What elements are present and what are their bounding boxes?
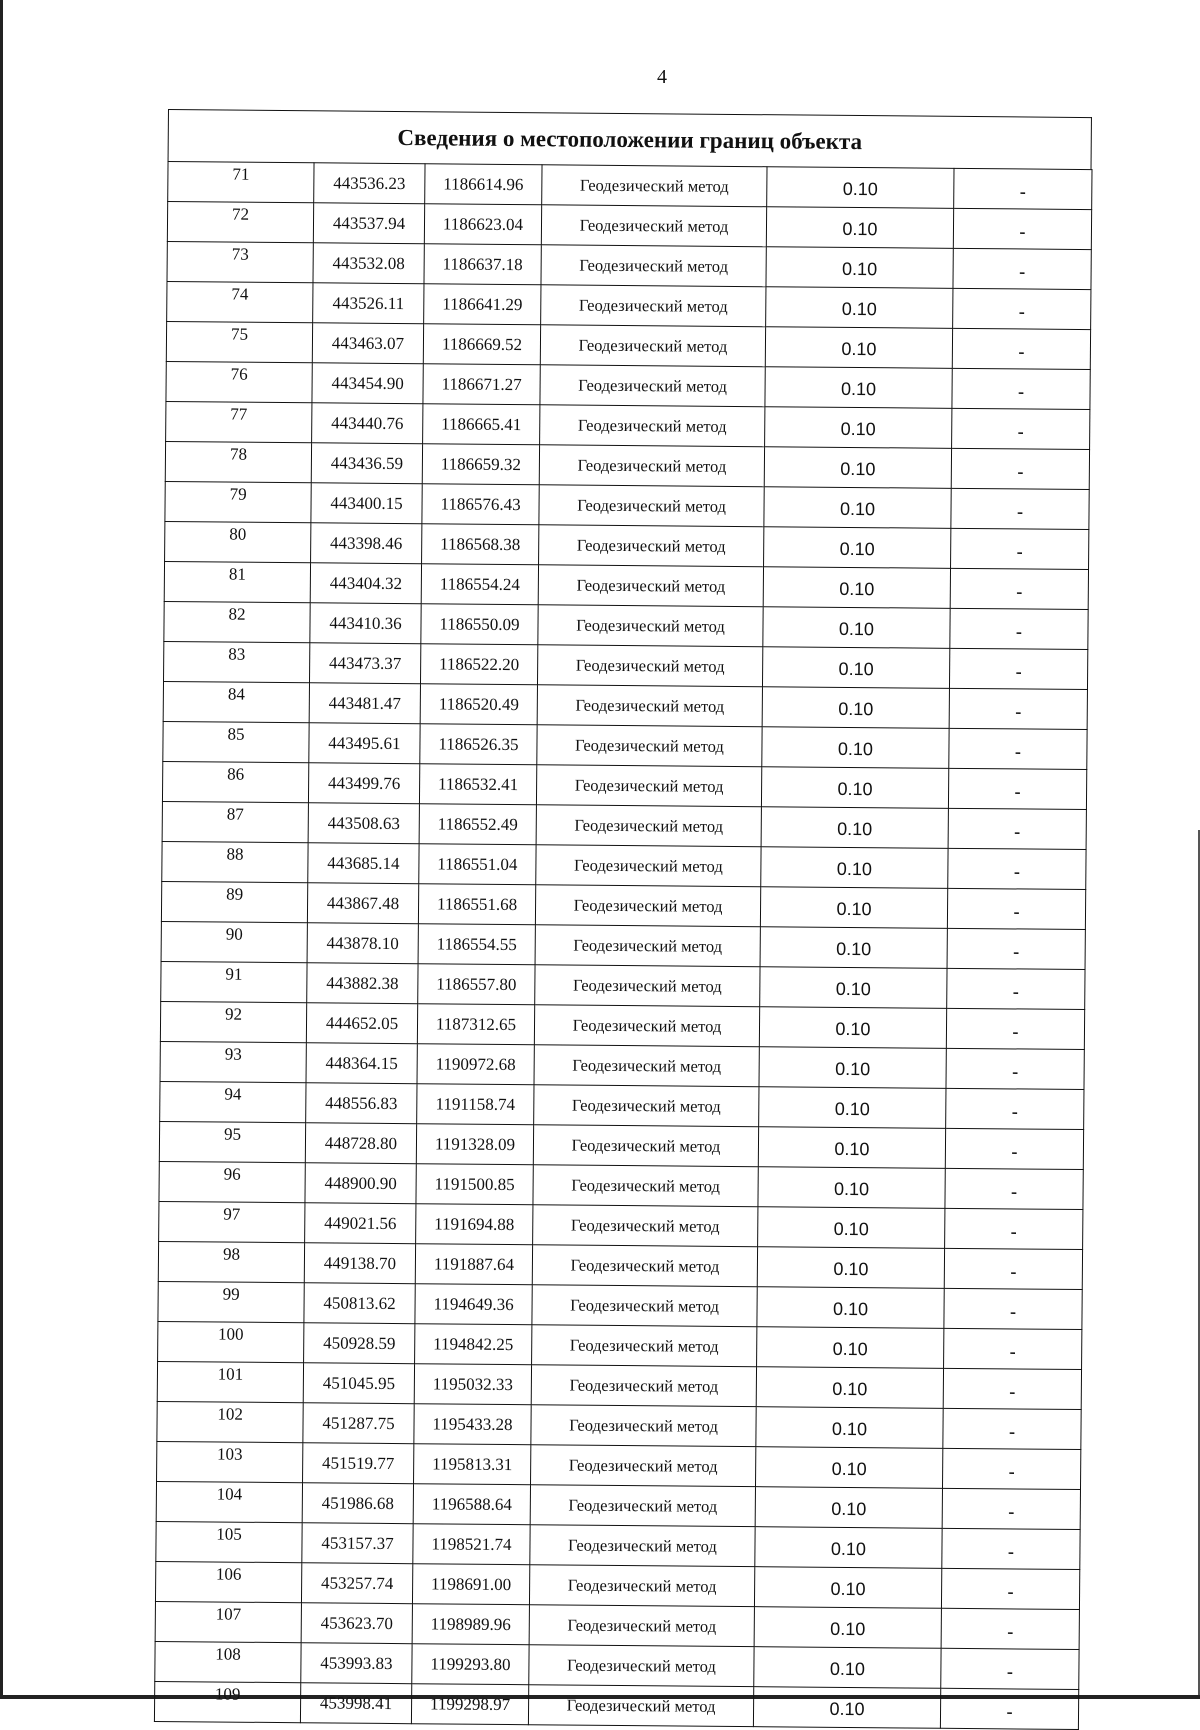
note-cell: -: [950, 568, 1088, 609]
method-cell: Геодезический метод: [534, 1045, 759, 1087]
method-cell: Геодезический метод: [537, 685, 762, 727]
method-cell: Геодезический метод: [536, 805, 761, 847]
y-coordinate-cell: 1186520.49: [420, 684, 537, 725]
method-cell: Геодезический метод: [532, 1285, 757, 1327]
x-coordinate-cell: 448556.83: [306, 1083, 417, 1124]
method-cell: Геодезический метод: [531, 1445, 756, 1487]
point-number-cell: 94: [160, 1081, 306, 1122]
point-number-cell: 102: [157, 1401, 303, 1442]
point-number-cell: 108: [155, 1641, 301, 1682]
x-coordinate-cell: 443532.08: [313, 243, 424, 284]
x-coordinate-cell: 443398.46: [311, 523, 422, 564]
note-cell: -: [948, 808, 1086, 849]
point-number-cell: 106: [155, 1561, 301, 1602]
note-cell: -: [947, 888, 1085, 929]
x-coordinate-cell: 443404.32: [310, 563, 421, 604]
y-coordinate-cell: 1186576.43: [422, 484, 539, 525]
x-coordinate-cell: 453157.37: [302, 1523, 413, 1564]
x-coordinate-cell: 450813.62: [304, 1283, 415, 1324]
x-coordinate-cell: 451986.68: [302, 1483, 413, 1524]
point-number-cell: 91: [161, 961, 307, 1002]
method-cell: Геодезический метод: [534, 1005, 759, 1047]
accuracy-cell: 0.10: [766, 287, 953, 329]
accuracy-cell: 0.10: [761, 767, 948, 809]
note-cell: -: [952, 368, 1090, 409]
y-coordinate-cell: 1186522.20: [420, 644, 537, 685]
note-cell: -: [941, 1648, 1079, 1689]
y-coordinate-cell: 1191500.85: [416, 1164, 533, 1205]
x-coordinate-cell: 443685.14: [308, 843, 419, 884]
accuracy-cell: 0.10: [762, 647, 949, 689]
method-cell: Геодезический метод: [541, 285, 766, 327]
method-cell: Геодезический метод: [529, 1645, 754, 1687]
point-number-cell: 109: [154, 1681, 300, 1722]
accuracy-cell: 0.10: [762, 687, 949, 729]
accuracy-cell: 0.10: [757, 1287, 944, 1329]
note-cell: -: [943, 1368, 1081, 1409]
point-number-cell: 76: [166, 361, 312, 402]
x-coordinate-cell: 443400.15: [311, 483, 422, 524]
accuracy-cell: 0.10: [753, 1687, 940, 1729]
y-coordinate-cell: 1191328.09: [416, 1124, 533, 1165]
method-cell: Геодезический метод: [533, 1125, 758, 1167]
note-cell: -: [949, 648, 1087, 689]
accuracy-cell: 0.10: [760, 927, 947, 969]
point-number-cell: 84: [163, 681, 309, 722]
accuracy-cell: 0.10: [756, 1407, 943, 1449]
x-coordinate-cell: 443537.94: [313, 203, 424, 244]
x-coordinate-cell: 453623.70: [301, 1603, 412, 1644]
point-number-cell: 95: [159, 1121, 305, 1162]
y-coordinate-cell: 1186552.49: [419, 804, 536, 845]
y-coordinate-cell: 1199293.80: [412, 1644, 529, 1685]
y-coordinate-cell: 1186568.38: [422, 524, 539, 565]
accuracy-cell: 0.10: [759, 1007, 946, 1049]
accuracy-cell: 0.10: [758, 1167, 945, 1209]
method-cell: Геодезический метод: [535, 965, 760, 1007]
x-coordinate-cell: 451045.95: [303, 1363, 414, 1404]
y-coordinate-cell: 1198989.96: [412, 1604, 529, 1645]
accuracy-cell: 0.10: [764, 447, 951, 489]
accuracy-cell: 0.10: [755, 1487, 942, 1529]
note-cell: -: [945, 1208, 1083, 1249]
y-coordinate-cell: 1186614.96: [425, 164, 542, 205]
accuracy-cell: 0.10: [765, 367, 952, 409]
point-number-cell: 99: [158, 1281, 304, 1322]
boundary-table: [154, 109, 1092, 1730]
point-number-cell: 87: [162, 801, 308, 842]
accuracy-cell: 0.10: [756, 1447, 943, 1489]
accuracy-cell: 0.10: [765, 327, 952, 369]
point-number-cell: 71: [168, 162, 314, 203]
accuracy-cell: 0.10: [756, 1367, 943, 1409]
method-cell: Геодезический метод: [540, 325, 765, 367]
method-cell: Геодезический метод: [537, 645, 762, 687]
method-cell: Геодезический метод: [533, 1205, 758, 1247]
y-coordinate-cell: 1186641.29: [424, 284, 541, 325]
y-coordinate-cell: 1198521.74: [413, 1524, 530, 1565]
note-cell: -: [953, 248, 1091, 289]
x-coordinate-cell: 443508.63: [308, 803, 419, 844]
point-number-cell: 79: [165, 481, 311, 522]
accuracy-cell: 0.10: [766, 207, 953, 249]
accuracy-cell: 0.10: [763, 607, 950, 649]
accuracy-cell: 0.10: [759, 1087, 946, 1129]
note-cell: -: [948, 768, 1086, 809]
y-coordinate-cell: 1186532.41: [419, 764, 536, 805]
point-number-cell: 81: [164, 561, 310, 602]
note-cell: -: [946, 1048, 1084, 1089]
y-coordinate-cell: 1191694.88: [416, 1204, 533, 1245]
method-cell: Геодезический метод: [539, 485, 764, 527]
method-cell: Геодезический метод: [530, 1525, 755, 1567]
y-coordinate-cell: 1186623.04: [424, 204, 541, 245]
method-cell: Геодезический метод: [531, 1365, 756, 1407]
y-coordinate-cell: 1195813.31: [414, 1444, 531, 1485]
accuracy-cell: 0.10: [764, 527, 951, 569]
x-coordinate-cell: 453998.41: [300, 1683, 411, 1724]
y-coordinate-cell: 1186665.41: [423, 404, 540, 445]
y-coordinate-cell: 1199298.97: [411, 1684, 528, 1725]
method-cell: Геодезический метод: [540, 365, 765, 407]
point-number-cell: 104: [156, 1481, 302, 1522]
method-cell: Геодезический метод: [529, 1605, 754, 1647]
point-number-cell: 107: [155, 1601, 301, 1642]
method-cell: Геодезический метод: [540, 405, 765, 447]
method-cell: Геодезический метод: [531, 1405, 756, 1447]
method-cell: Геодезический метод: [528, 1685, 753, 1727]
x-coordinate-cell: 451519.77: [303, 1443, 414, 1484]
accuracy-cell: 0.10: [759, 1047, 946, 1089]
method-cell: Геодезический метод: [532, 1245, 757, 1287]
y-coordinate-cell: 1194649.36: [415, 1284, 532, 1325]
note-cell: -: [951, 448, 1089, 489]
point-number-cell: 80: [165, 521, 311, 562]
method-cell: Геодезический метод: [539, 445, 764, 487]
point-number-cell: 93: [160, 1041, 306, 1082]
x-coordinate-cell: 443481.47: [309, 683, 420, 724]
point-number-cell: 74: [167, 281, 313, 322]
y-coordinate-cell: 1186526.35: [420, 724, 537, 765]
point-number-cell: 73: [167, 241, 313, 282]
point-number-cell: 101: [157, 1361, 303, 1402]
note-cell: -: [942, 1448, 1080, 1489]
x-coordinate-cell: 443473.37: [309, 643, 420, 684]
x-coordinate-cell: 443882.38: [307, 963, 418, 1004]
y-coordinate-cell: 1186550.09: [421, 604, 538, 645]
note-cell: -: [945, 1168, 1083, 1209]
note-cell: -: [948, 848, 1086, 889]
y-coordinate-cell: 1194842.25: [415, 1324, 532, 1365]
x-coordinate-cell: 449138.70: [304, 1243, 415, 1284]
method-cell: Геодезический метод: [542, 165, 767, 207]
method-cell: Геодезический метод: [541, 205, 766, 247]
accuracy-cell: 0.10: [755, 1527, 942, 1569]
method-cell: Геодезический метод: [529, 1565, 754, 1607]
note-cell: -: [946, 1008, 1084, 1049]
point-number-cell: 89: [161, 881, 307, 922]
note-cell: -: [945, 1128, 1083, 1169]
y-coordinate-cell: 1186554.55: [418, 924, 535, 965]
point-number-cell: 103: [157, 1441, 303, 1482]
x-coordinate-cell: 451287.75: [303, 1403, 414, 1444]
point-number-cell: 83: [164, 641, 310, 682]
point-number-cell: 100: [158, 1321, 304, 1362]
y-coordinate-cell: 1195032.33: [414, 1364, 531, 1405]
page-number: 4: [657, 66, 667, 88]
note-cell: -: [946, 1088, 1084, 1129]
y-coordinate-cell: 1186671.27: [423, 364, 540, 405]
x-coordinate-cell: 443878.10: [307, 923, 418, 964]
method-cell: Геодезический метод: [537, 725, 762, 767]
method-cell: Геодезический метод: [535, 925, 760, 967]
accuracy-cell: 0.10: [758, 1207, 945, 1249]
accuracy-cell: 0.10: [766, 247, 953, 289]
y-coordinate-cell: 1186557.80: [418, 964, 535, 1005]
x-coordinate-cell: 453257.74: [301, 1563, 412, 1604]
point-number-cell: 96: [159, 1161, 305, 1202]
accuracy-cell: 0.10: [757, 1327, 944, 1369]
method-cell: Геодезический метод: [539, 525, 764, 567]
point-number-cell: 88: [162, 841, 308, 882]
note-cell: -: [949, 688, 1087, 729]
note-cell: -: [942, 1528, 1080, 1569]
x-coordinate-cell: 448364.15: [306, 1043, 417, 1084]
note-cell: -: [954, 168, 1092, 209]
x-coordinate-cell: 443536.23: [314, 163, 425, 204]
x-coordinate-cell: 443454.90: [312, 363, 423, 404]
y-coordinate-cell: 1198691.00: [412, 1564, 529, 1605]
note-cell: -: [943, 1408, 1081, 1449]
note-cell: -: [952, 408, 1090, 449]
point-number-cell: 86: [162, 761, 308, 802]
point-number-cell: 72: [167, 202, 313, 243]
point-number-cell: 85: [163, 721, 309, 762]
method-cell: Геодезический метод: [530, 1485, 755, 1527]
y-coordinate-cell: 1186669.52: [423, 324, 540, 365]
x-coordinate-cell: 450928.59: [304, 1323, 415, 1364]
note-cell: -: [940, 1688, 1078, 1729]
y-coordinate-cell: 1190972.68: [417, 1044, 534, 1085]
accuracy-cell: 0.10: [767, 167, 954, 209]
note-cell: -: [953, 208, 1091, 249]
x-coordinate-cell: 443867.48: [307, 883, 418, 924]
y-coordinate-cell: 1186637.18: [424, 244, 541, 285]
point-number-cell: 78: [165, 441, 311, 482]
note-cell: -: [951, 488, 1089, 529]
table-title: Сведения о местоположении границ объекта: [168, 109, 1092, 169]
note-cell: -: [942, 1488, 1080, 1529]
y-coordinate-cell: 1191158.74: [417, 1084, 534, 1125]
point-number-cell: 92: [160, 1001, 306, 1042]
accuracy-cell: 0.10: [761, 847, 948, 889]
note-cell: -: [944, 1248, 1082, 1289]
accuracy-cell: 0.10: [757, 1247, 944, 1289]
method-cell: Геодезический метод: [541, 245, 766, 287]
point-number-cell: 97: [159, 1201, 305, 1242]
note-cell: -: [941, 1608, 1079, 1649]
note-cell: -: [944, 1288, 1082, 1329]
x-coordinate-cell: 444652.05: [306, 1003, 417, 1044]
method-cell: Геодезический метод: [538, 605, 763, 647]
x-coordinate-cell: 443410.36: [310, 603, 421, 644]
accuracy-cell: 0.10: [764, 487, 951, 529]
note-cell: -: [947, 968, 1085, 1009]
method-cell: Геодезический метод: [536, 845, 761, 887]
y-coordinate-cell: 1196588.64: [413, 1484, 530, 1525]
scan-edge-left: [0, 0, 3, 1699]
note-cell: -: [950, 608, 1088, 649]
x-coordinate-cell: 443440.76: [312, 403, 423, 444]
x-coordinate-cell: 453993.83: [301, 1643, 412, 1684]
y-coordinate-cell: 1186551.04: [419, 844, 536, 885]
accuracy-cell: 0.10: [758, 1127, 945, 1169]
x-coordinate-cell: 443436.59: [311, 443, 422, 484]
point-number-cell: 90: [161, 921, 307, 962]
point-number-cell: 82: [164, 601, 310, 642]
point-number-cell: 77: [166, 401, 312, 442]
point-number-cell: 98: [158, 1241, 304, 1282]
point-number-cell: 105: [156, 1521, 302, 1562]
accuracy-cell: 0.10: [761, 807, 948, 849]
table-row: [154, 1681, 1078, 1729]
x-coordinate-cell: 448728.80: [305, 1123, 416, 1164]
accuracy-cell: 0.10: [760, 967, 947, 1009]
method-cell: Геодезический метод: [533, 1165, 758, 1207]
method-cell: Геодезический метод: [536, 765, 761, 807]
note-cell: -: [951, 528, 1089, 569]
note-cell: -: [953, 288, 1091, 329]
note-cell: -: [941, 1568, 1079, 1609]
coordinates-table: [154, 161, 1093, 1730]
y-coordinate-cell: 1187312.65: [417, 1004, 534, 1045]
x-coordinate-cell: 443526.11: [313, 283, 424, 324]
note-cell: -: [947, 928, 1085, 969]
method-cell: Геодезический метод: [534, 1085, 759, 1127]
y-coordinate-cell: 1186554.24: [421, 564, 538, 605]
table-body: [154, 162, 1092, 1730]
x-coordinate-cell: 443463.07: [312, 323, 423, 364]
y-coordinate-cell: 1191887.64: [415, 1244, 532, 1285]
y-coordinate-cell: 1186551.68: [418, 884, 535, 925]
method-cell: Геодезический метод: [532, 1325, 757, 1367]
accuracy-cell: 0.10: [760, 887, 947, 929]
note-cell: -: [949, 728, 1087, 769]
x-coordinate-cell: 449021.56: [305, 1203, 416, 1244]
accuracy-cell: 0.10: [763, 567, 950, 609]
accuracy-cell: 0.10: [754, 1567, 941, 1609]
x-coordinate-cell: 443495.61: [309, 723, 420, 764]
note-cell: -: [952, 328, 1090, 369]
note-cell: -: [944, 1328, 1082, 1369]
accuracy-cell: 0.10: [762, 727, 949, 769]
x-coordinate-cell: 443499.76: [308, 763, 419, 804]
point-number-cell: 75: [166, 321, 312, 362]
accuracy-cell: 0.10: [754, 1607, 941, 1649]
y-coordinate-cell: 1195433.28: [414, 1404, 531, 1445]
y-coordinate-cell: 1186659.32: [422, 444, 539, 485]
x-coordinate-cell: 448900.90: [305, 1163, 416, 1204]
accuracy-cell: 0.10: [765, 407, 952, 449]
accuracy-cell: 0.10: [754, 1647, 941, 1689]
method-cell: Геодезический метод: [538, 565, 763, 607]
method-cell: Геодезический метод: [535, 885, 760, 927]
